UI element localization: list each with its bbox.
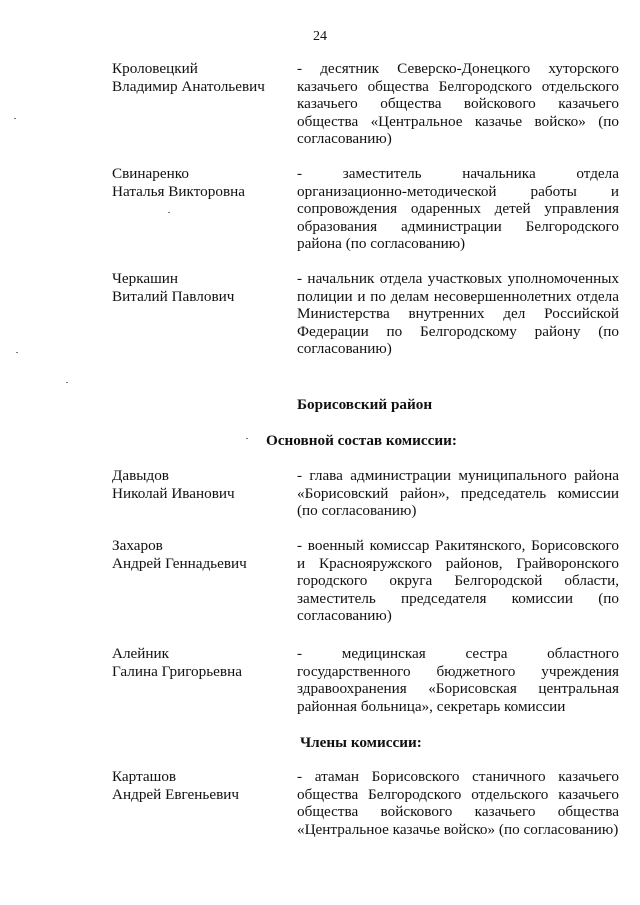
member-name — [112, 165, 292, 200]
scan-speck — [16, 352, 18, 353]
member-name — [112, 467, 292, 502]
member-position: - атаман Борисовского станичного казачьего общества Белгородского отдельского казачьего общества войскового казачьего общества «Центральное казачье войско» (по согласованию) — [297, 768, 619, 838]
member-given-names: Галина Григорьевна — [112, 662, 242, 680]
member-name — [112, 60, 292, 95]
member-surname: Кроловецкий — [112, 60, 198, 77]
scan-speck — [14, 118, 16, 119]
member-surname: Карташов — [112, 768, 177, 785]
main-composition-heading: Основной состав комиссии: — [266, 432, 457, 449]
member-position: - военный комиссар Ракитянского, Борисовского и Краснояружского районов, Грайворонского городского округа Белгородской области, заместитель председателя комиссии (по согласованию) — [297, 537, 619, 624]
member-surname: Алейник — [112, 645, 170, 662]
district-heading: Борисовский район — [297, 396, 433, 413]
member-position: - глава администрации муниципального района «Борисовский район», председатель комиссии (по согласованию) — [297, 467, 619, 519]
member-surname: Захаров — [112, 537, 163, 554]
scan-speck — [66, 382, 68, 383]
scan-speck — [168, 212, 170, 213]
member-position: - десятник Северско-Донецкого хуторского казачьего общества Белгородского отдельского казачьего общества войскового казачьего общества «Центральное казачье войско» (по согласованию) — [297, 60, 619, 147]
member-name — [112, 645, 292, 680]
member-given-names: Андрей Геннадьевич — [112, 554, 247, 572]
member-surname: Черкашин — [112, 270, 179, 287]
member-given-names: Виталий Павлович — [112, 287, 235, 305]
member-given-names: Андрей Евгеньевич — [112, 785, 240, 803]
member-given-names: Николай Иванович — [112, 484, 235, 502]
members-heading: Члены комиссии: — [300, 734, 422, 751]
member-name — [112, 270, 292, 305]
member-surname: Давыдов — [112, 467, 169, 484]
member-surname: Свинаренко — [112, 165, 189, 182]
member-given-names: Наталья Викторовна — [112, 182, 245, 200]
member-name — [112, 768, 292, 803]
member-position: - заместитель начальника отдела организационно-методической работы и сопровождения одаренных детей управления образования администрации Белгородского района (по согласованию) — [297, 165, 619, 252]
member-name — [112, 537, 292, 572]
member-position: - медицинская сестра областного государственного бюджетного учреждения здравоохранения «Борисовская центральная районная больница», секретарь комиссии — [297, 645, 619, 715]
page-number: 24 — [313, 29, 327, 44]
scan-speck — [246, 438, 248, 439]
member-position: - начальник отдела участковых уполномоченных полиции и по делам несовершеннолетних отдела Министерства внутренних дел Российской Федерации по Белгородскому району (по согласованию) — [297, 270, 619, 357]
member-given-names: Владимир Анатольевич — [112, 77, 265, 95]
